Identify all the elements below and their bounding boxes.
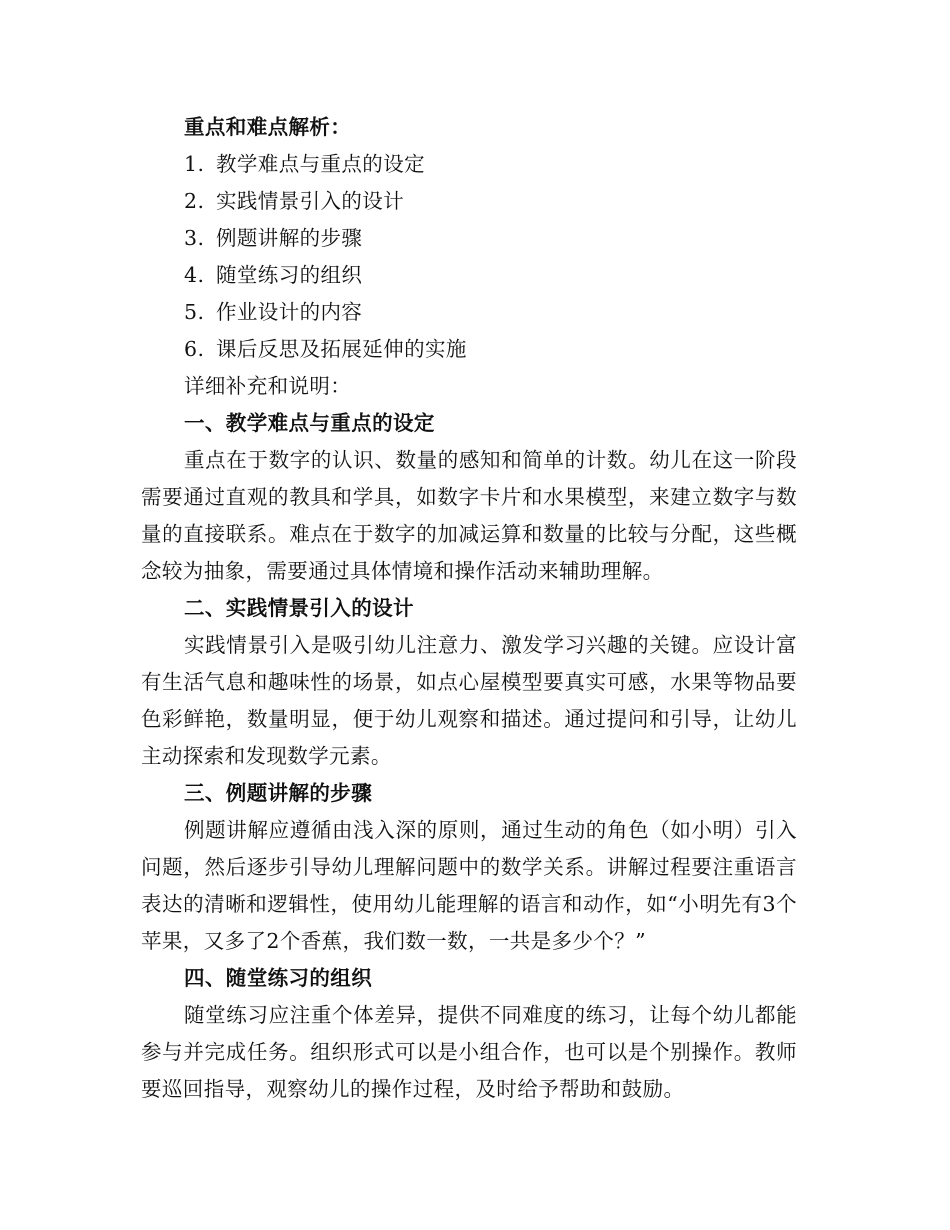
list-text: 实践情景引入的设计: [216, 189, 405, 213]
list-number: 6.: [184, 337, 205, 361]
list-item: [141, 220, 797, 257]
list-item: [141, 183, 797, 220]
list-item: [141, 146, 797, 183]
list-text: 例题讲解的步骤: [216, 226, 363, 250]
analysis-title: 重点和难点解析：: [184, 115, 352, 139]
list-number: 2.: [184, 189, 205, 213]
list-item: [141, 294, 797, 331]
list-number: 1.: [184, 152, 205, 176]
section-paragraph: 例题讲解应遵循由浅入深的原则，通过生动的角色（如小明）引入问题，然后逐步引导幼儿理解问题中的数学关系。讲解过程要注重语言表达的清晰和逻辑性，使用幼儿能理解的语言和动作，如“小明先有3个苹果，又多了2个香蕉，我们数一数，一共是多少个？”: [141, 818, 797, 953]
list-item: [141, 257, 797, 294]
list-number: 4.: [184, 263, 205, 287]
section-heading: 一、教学难点与重点的设定: [184, 411, 435, 435]
details-title: 详细补充和说明：: [184, 374, 352, 398]
document-body: [141, 109, 797, 1108]
list-number: 3.: [184, 226, 205, 250]
section-heading: 二、实践情景引入的设计: [184, 596, 414, 620]
section-paragraph: 实践情景引入是吸引幼儿注意力、激发学习兴趣的关键。应设计富有生活气息和趣味性的场景，如点心屋模型要真实可感，水果等物品要色彩鲜艳，数量明显，便于幼儿观察和描述。通过提问和引导，让幼儿主动探索和发现数学元素。: [141, 633, 797, 768]
list-text: 作业设计的内容: [216, 300, 363, 324]
section-paragraph: 重点在于数字的认识、数量的感知和简单的计数。幼儿在这一阶段需要通过直观的教具和学具，如数字卡片和水果模型，来建立数字与数量的直接联系。难点在于数字的加减运算和数量的比较与分配，这些概念较为抽象，需要通过具体情境和操作活动来辅助理解。: [141, 448, 797, 583]
section-heading: 四、随堂练习的组织: [184, 966, 373, 990]
list-text: 课后反思及拓展延伸的实施: [216, 337, 467, 361]
list-number: 5.: [184, 300, 205, 324]
section-heading: 三、例题讲解的步骤: [184, 781, 373, 805]
section-paragraph: 随堂练习应注重个体差异，提供不同难度的练习，让每个幼儿都能参与并完成任务。组织形式可以是小组合作，也可以是个别操作。教师要巡回指导，观察幼儿的操作过程，及时给予帮助和鼓励。: [141, 1003, 797, 1101]
list-text: 教学难点与重点的设定: [216, 152, 425, 176]
list-text: 随堂练习的组织: [216, 263, 363, 287]
list-item: [141, 331, 797, 368]
